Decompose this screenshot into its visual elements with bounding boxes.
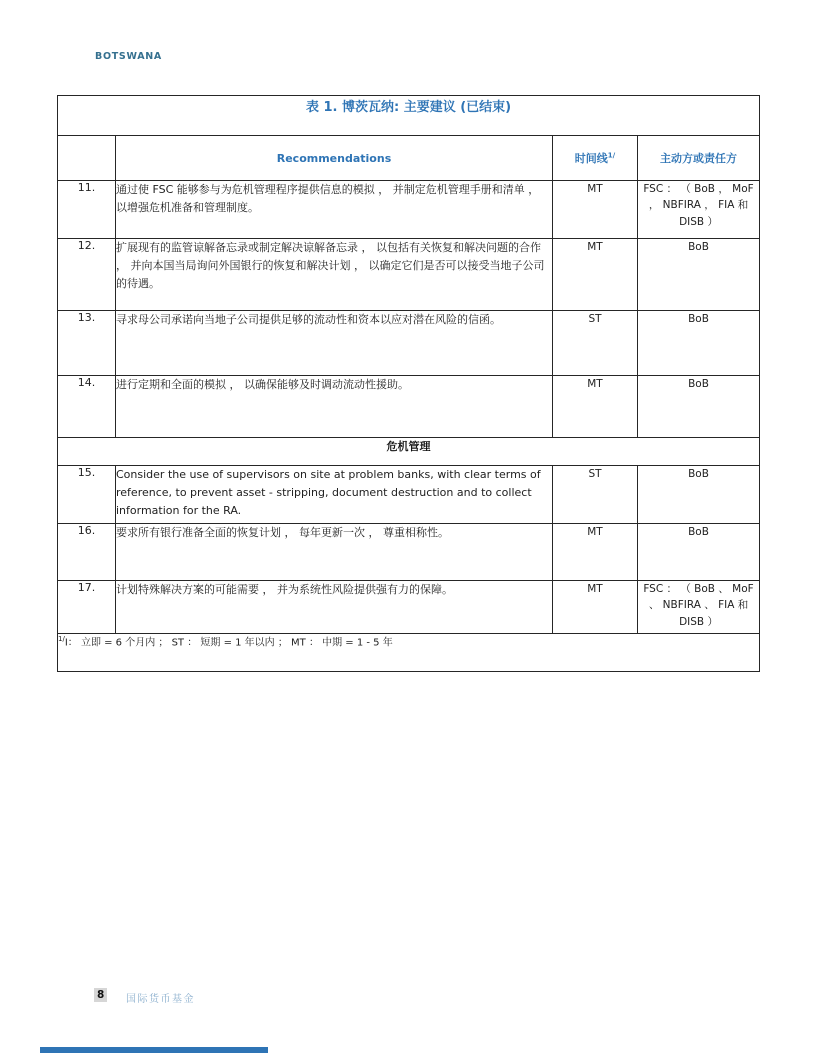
table-row-16 bbox=[58, 524, 760, 581]
table-row-11 bbox=[58, 181, 760, 239]
responsible-value: BoB bbox=[638, 239, 760, 311]
table-row-13 bbox=[58, 311, 760, 376]
timeline-header-footnote-ref: 1/ bbox=[607, 151, 616, 160]
section-header: 危机管理 bbox=[58, 438, 760, 466]
country-header: BOTSWANA bbox=[95, 51, 162, 62]
table-title-row bbox=[58, 96, 760, 136]
recommendations-table bbox=[57, 95, 760, 672]
timeline-value: ST bbox=[553, 311, 638, 376]
table-row-15 bbox=[58, 466, 760, 524]
footnote-ref: 1/ bbox=[58, 635, 65, 643]
recommendation-text: Consider the use of supervisors on site at problem banks, with clear terms of reference, to prevent asset - stripping, document destruction and to collect information for the RA. bbox=[116, 466, 553, 524]
row-number: 14. bbox=[58, 376, 116, 438]
timeline-header-label: 时间线 bbox=[574, 152, 608, 165]
recommendation-text: 要求所有银行准备全面的恢复计划 ， 每年更新一次 ， 尊重相称性。 bbox=[116, 524, 553, 581]
table-title: 表 1. 博茨瓦纳: 主要建议 (已结束) bbox=[58, 96, 760, 136]
timeline-value: ST bbox=[553, 466, 638, 524]
recommendation-text: 扩展现有的监管谅解备忘录或制定解决谅解备忘录 ， 以包括有关恢复和解决问题的合作 ， 并向本国当局询问外国银行的恢复和解决计划 ， 以确定它们是否可以接受当地子公司的待遇。 bbox=[116, 239, 553, 311]
organization-name: 国际货币基金 bbox=[126, 994, 195, 1005]
footnote-text: I： 立即 = 6 个月内 ； ST ： 短期 = 1 年以内 ； MT ： 中期 = 1 - 5 年 bbox=[64, 637, 393, 649]
column-header-timeline bbox=[553, 136, 638, 181]
row-number: 16. bbox=[58, 524, 116, 581]
recommendation-text: 进行定期和全面的模拟 ， 以确保能够及时调动流动性援助。 bbox=[116, 376, 553, 438]
row-number: 13. bbox=[58, 311, 116, 376]
timeline-value: MT bbox=[553, 376, 638, 438]
timeline-value: MT bbox=[553, 239, 638, 311]
page-number: 8 bbox=[94, 988, 107, 1002]
column-header-number bbox=[58, 136, 116, 181]
responsible-value: BoB bbox=[638, 376, 760, 438]
timeline-value: MT bbox=[553, 181, 638, 239]
row-number: 15. bbox=[58, 466, 116, 524]
responsible-value: FSC ： （ BoB 、 MoF 、 NBFIRA 、 FIA 和 DISB ） bbox=[638, 581, 760, 634]
section-header-row bbox=[58, 438, 760, 466]
table-footnote bbox=[58, 634, 760, 672]
recommendation-text: 计划特殊解决方案的可能需要 ， 并为系统性风险提供强有力的保障。 bbox=[116, 581, 553, 634]
row-number: 11. bbox=[58, 181, 116, 239]
recommendation-text: 寻求母公司承诺向当地子公司提供足够的流动性和资本以应对潜在风险的信函。 bbox=[116, 311, 553, 376]
footnote-row bbox=[58, 634, 760, 672]
table-row-12 bbox=[58, 239, 760, 311]
table-row-17 bbox=[58, 581, 760, 634]
recommendation-text: 通过使 FSC 能够参与为危机管理程序提供信息的模拟 ， 并制定危机管理手册和清单 ， 以增强危机准备和管理制度。 bbox=[116, 181, 553, 239]
table-header-row bbox=[58, 136, 760, 181]
footer-accent-bar bbox=[40, 1047, 268, 1053]
responsible-value: FSC ： （ BoB ， MoF ， NBFIRA ， FIA 和 DISB ） bbox=[638, 181, 760, 239]
responsible-value: BoB bbox=[638, 466, 760, 524]
responsible-value: BoB bbox=[638, 524, 760, 581]
timeline-value: MT bbox=[553, 524, 638, 581]
column-header-recommendations: Recommendations bbox=[116, 136, 553, 181]
responsible-value: BoB bbox=[638, 311, 760, 376]
row-number: 17. bbox=[58, 581, 116, 634]
timeline-value: MT bbox=[553, 581, 638, 634]
table-row-14 bbox=[58, 376, 760, 438]
row-number: 12. bbox=[58, 239, 116, 311]
column-header-responsible: 主动方或责任方 bbox=[638, 136, 760, 181]
